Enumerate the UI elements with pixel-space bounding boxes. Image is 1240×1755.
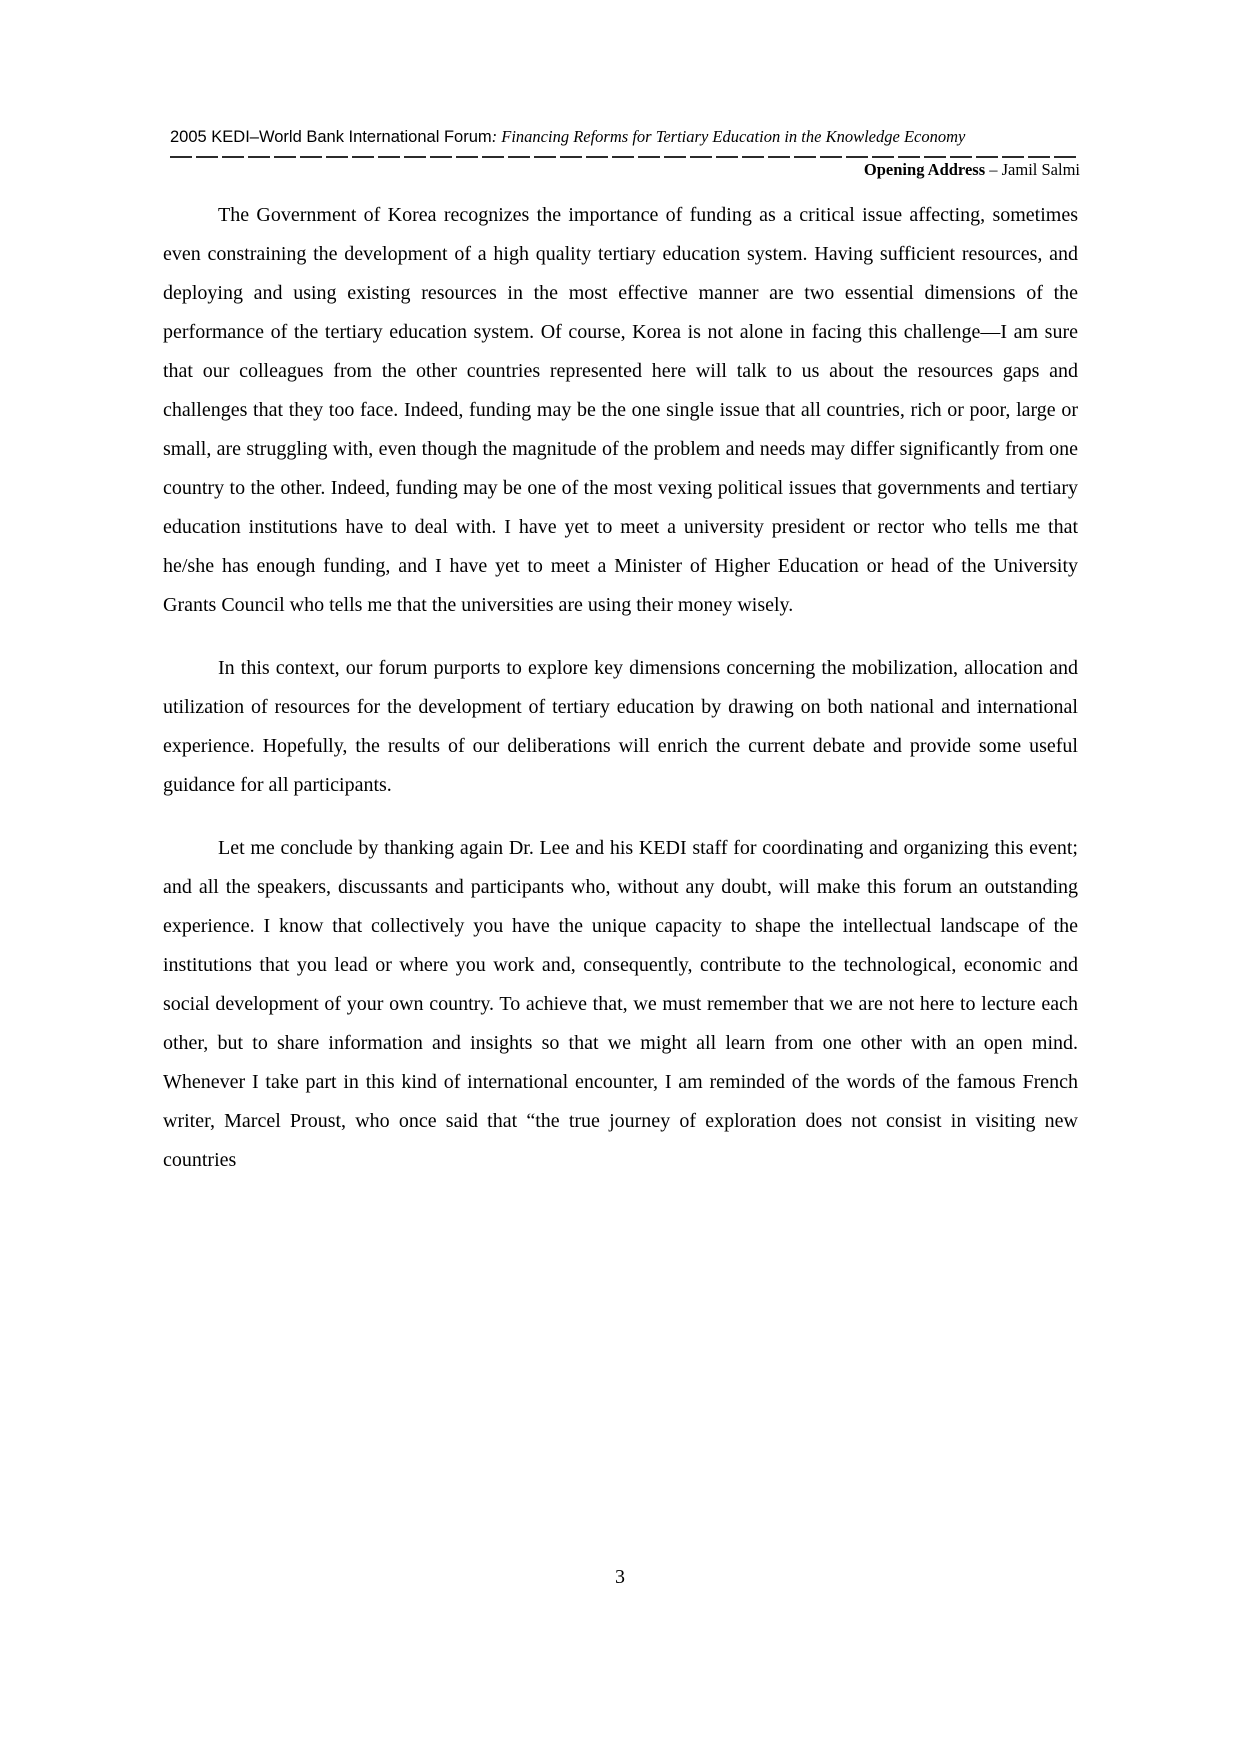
section-label: Opening Address [863,159,986,179]
section-heading [170,159,1080,181]
header-divider-line [170,156,1080,158]
forum-title: 2005 KEDI–World Bank International Forum [170,128,492,146]
running-head [170,127,1080,147]
paragraph-3: Let me conclude by thanking again Dr. Lee and his KEDI staff for coordinating and organizing this event; and all the speakers, discussants and participants who, without any doubt, will make this forum an outstanding experience. I know that collectively you have the unique capacity to shape the intellectual landscape of the institutions that you lead or where you work and, consequently, contribute to the technological, economic and social development of your own country. To achieve that, we must remember that we are not here to lecture each other, but to share information and insights so that we might all learn from one other with an open mind. Whenever I take part in this kind of international encounter, I am reminded of the words of the famous French writer, Marcel Proust, who once said that “the true journey of exploration does not consist in visiting new countries [163,837,1078,1171]
section-author: – Jamil Salmi [989,159,1080,179]
paragraph-1: The Government of Korea recognizes the importance of funding as a critical issue affecting, sometimes even constraining the development of a high quality tertiary education system. Having sufficient resources, and deploying and using existing resources in the most effective manner are two essential dimensions of the performance of the tertiary education system. Of course, Korea is not alone in facing this challenge—I am sure that our colleagues from the other countries represented here will talk to us about the resources gaps and challenges that they too face. Indeed, funding may be the one single issue that all countries, rich or poor, large or small, are struggling with, even though the magnitude of the problem and needs may differ significantly from one country to the other. Indeed, funding may be one of the most vexing political issues that governments and tertiary education institutions have to deal with. I have yet to meet a university president or rector who tells me that he/she has enough funding, and I have yet to meet a Minister of Higher Education or head of the University Grants Council who tells me that the universities are using their money wisely. [163,204,1078,616]
forum-subtitle: Financing Reforms for Tertiary Education in the Knowledge Economy [501,127,966,146]
page-header [170,127,1080,181]
forum-title-separator: : [491,127,498,146]
body-text [163,196,1078,1204]
paragraph-2: In this context, our forum purports to explore key dimensions concerning the mobilization, allocation and utilization of resources for the development of tertiary education by drawing on both national and international experience. Hopefully, the results of our deliberations will enrich the current debate and provide some useful guidance for all participants. [163,657,1078,796]
page-number: 3 [615,1566,625,1588]
